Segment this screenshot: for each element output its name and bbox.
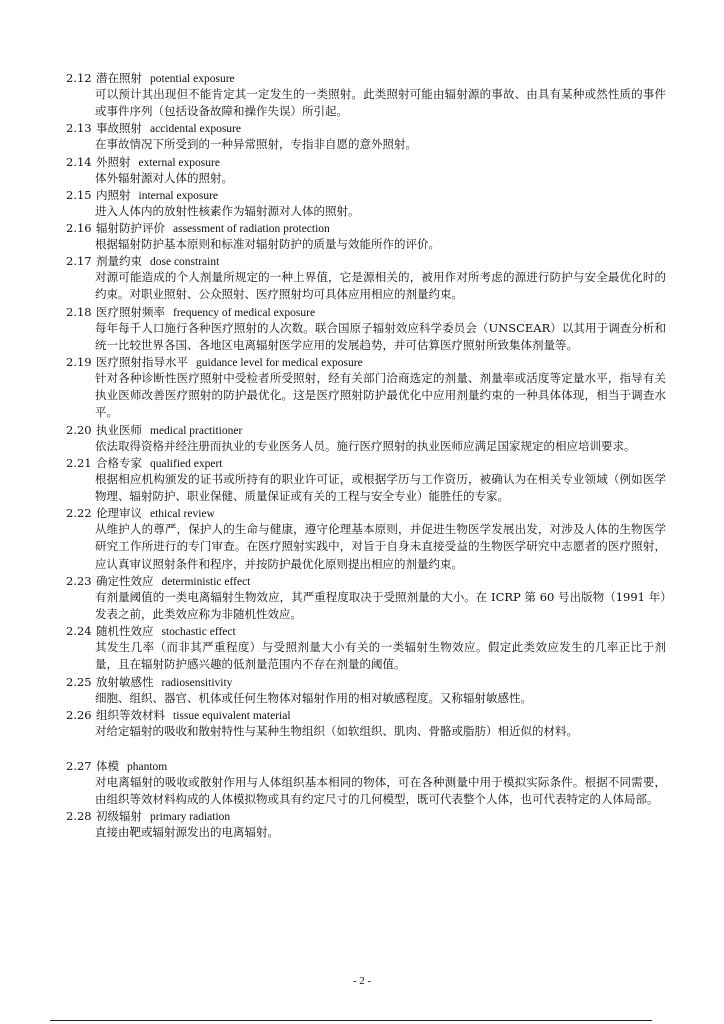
term-heading	[66, 154, 666, 170]
term-entry	[66, 455, 666, 505]
term-english: radiosensitivity	[161, 676, 233, 689]
term-heading	[66, 70, 666, 86]
term-entry	[66, 304, 666, 354]
page-number: - 2 -	[352, 975, 372, 987]
term-english: internal exposure	[138, 189, 219, 202]
term-heading	[66, 623, 666, 639]
term-english: deterministic effect	[161, 575, 251, 588]
term-chinese: 放射敏感性	[96, 674, 154, 689]
term-entry	[66, 70, 666, 120]
term-definition: 根据辐射防护基本原则和标准对辐射防护的质量与效能所作的评价。	[95, 237, 440, 252]
term-number: 2.21	[66, 455, 92, 470]
term-entry	[66, 220, 666, 253]
term-number: 2.24	[66, 624, 92, 639]
term-english: ethical review	[150, 508, 215, 521]
term-heading	[66, 808, 666, 824]
term-definition: 对电离辐射的吸收或散射作用与人体组织基本相同的物体，可在各种测量中用于模拟实际条件。根据不同需要，由组织等效材料构成的人体模拟物或具有约定尺寸的几何模型，既可代表整个人体，也可代表特定的人体局部。	[95, 775, 666, 807]
term-heading	[66, 707, 666, 723]
term-heading	[66, 253, 666, 269]
term-chinese: 随机性效应	[96, 624, 154, 639]
term-heading	[66, 304, 666, 320]
term-definition: 对给定辐射的吸收和散射特性与某种生物组织（如软组织、肌肉、骨骼或脂肪）相近似的材料。	[95, 723, 578, 738]
term-number: 2.22	[66, 506, 92, 521]
term-chinese: 伦理审议	[96, 506, 142, 521]
term-definition: 对源可能造成的个人剂量所规定的一种上界值，它是源相关的，被用作对所考虑的源进行防护与安全最优化时的约束。对职业照射、公众照射、医疗照射均可具体应用相应的剂量约束。	[95, 270, 666, 302]
term-entry	[66, 623, 666, 673]
term-chinese: 医疗照射频率	[96, 304, 165, 319]
term-number: 2.18	[66, 304, 92, 319]
term-heading	[66, 422, 666, 438]
term-definition: 有剂量阈值的一类电离辐射生物效应，其严重程度取决于受照剂量的大小。在 ICRP 第 60 号出版物（1991 年）发表之前，此类效应称为非随机性效应。	[95, 589, 666, 622]
term-list	[66, 70, 666, 842]
term-number: 2.14	[66, 154, 92, 169]
term-chinese: 体模	[96, 759, 119, 774]
term-definition: 针对各种诊断性医疗照射中受检者所受照射，经有关部门洽商选定的剂量、剂量率或活度等定量水平，指导有关执业医师改善医疗照射的防护最优化。这是医疗照射防护最优化中应用剂量约束的一种具体体现，相当于调查水平。	[95, 371, 666, 420]
term-english: dose constraint	[150, 256, 220, 269]
term-entry	[66, 422, 666, 455]
term-number: 2.19	[66, 355, 92, 370]
term-definition: 可以预计其出现但不能肯定其一定发生的一类照射。此类照射可能由辐射源的事故、由具有某种或然性质的事件或事件序列（包括设备故障和操作失误）所引起。	[95, 87, 666, 119]
term-entry	[66, 253, 666, 303]
term-number: 2.27	[66, 759, 92, 774]
term-chinese: 合格专家	[96, 455, 142, 470]
term-definition: 在事故情况下所受到的一种异常照射，专指非自愿的意外照射。	[95, 137, 417, 152]
term-heading	[66, 758, 666, 774]
term-definition: 每年每千人口施行各种医疗照射的人次数。联合国原子辐射效应科学委员会（UNSCEAR）以其用于调查分析和统一比较世界各国、各地区电离辐射医学应用的发展趋势，并可估算医疗照射所致集体剂量等。	[95, 320, 666, 352]
term-english: qualified expert	[150, 457, 223, 470]
term-chinese: 医疗照射指导水平	[96, 355, 188, 370]
term-number: 2.15	[66, 187, 92, 202]
term-chinese: 确定性效应	[96, 573, 154, 588]
term-entry	[66, 354, 666, 422]
term-english: guidance level for medical exposure	[196, 357, 363, 370]
term-chinese: 辐射防护评价	[96, 221, 165, 236]
term-heading	[66, 573, 666, 589]
term-entry	[66, 154, 666, 187]
term-number: 2.26	[66, 707, 92, 722]
term-english: stochastic effect	[161, 626, 236, 639]
term-chinese: 外照射	[96, 154, 131, 169]
term-definition: 进入人体内的放射性核素作为辐射源对人体的照射。	[95, 203, 360, 218]
term-number: 2.12	[66, 71, 92, 85]
term-english: assessment of radiation protection	[173, 223, 330, 236]
footer-rule	[50, 1020, 652, 1021]
term-chinese: 剂量约束	[96, 254, 142, 269]
term-definition: 其发生几率（而非其严重程度）与受照剂量大小有关的一类辐射生物效应。假定此类效应发生的几率正比于剂量，且在辐射防护感兴趣的低剂量范围内不存在剂量的阈值。	[95, 640, 666, 672]
term-chinese: 初级辐射	[96, 809, 142, 824]
term-heading	[66, 455, 666, 471]
term-number: 2.13	[66, 121, 92, 136]
term-entry	[66, 808, 666, 841]
section-gap	[66, 740, 666, 758]
term-english: accidental exposure	[150, 123, 241, 136]
term-entry	[66, 505, 666, 573]
term-english: medical practitioner	[150, 424, 243, 437]
term-number: 2.16	[66, 221, 92, 236]
term-entry	[66, 120, 666, 153]
term-entry	[66, 187, 666, 220]
term-entry	[66, 758, 666, 808]
term-chinese: 事故照射	[96, 121, 142, 136]
term-number: 2.17	[66, 254, 92, 269]
term-chinese: 内照射	[96, 187, 131, 202]
term-heading	[66, 220, 666, 236]
term-definition: 直接由靶或辐射源发出的电离辐射。	[95, 825, 279, 840]
term-chinese: 潜在照射	[96, 71, 142, 85]
term-number: 2.25	[66, 674, 92, 689]
term-english: frequency of medical exposure	[173, 306, 316, 319]
term-entry	[66, 674, 666, 707]
term-english: external exposure	[138, 156, 220, 169]
term-chinese: 执业医师	[96, 422, 142, 437]
term-chinese: 组织等效材料	[96, 707, 165, 722]
term-heading	[66, 187, 666, 203]
term-heading	[66, 120, 666, 136]
term-definition: 体外辐射源对人体的照射。	[95, 170, 233, 185]
term-english: primary radiation	[150, 811, 231, 824]
term-english: potential exposure	[150, 73, 235, 85]
term-definition: 细胞、组织、器官、机体或任何生物体对辐射作用的相对敏感程度。又称辐射敏感性。	[95, 690, 532, 705]
term-number: 2.23	[66, 573, 92, 588]
term-entry	[66, 573, 666, 623]
term-heading	[66, 674, 666, 690]
term-definition: 依法取得资格并经注册而执业的专业医务人员。施行医疗照射的执业医师应满足国家规定的相应培训要求。	[95, 438, 636, 453]
term-definition: 根据相应机构颁发的证书或所持有的职业许可证，或根据学历与工作资历，被确认为在相关专业领域（例如医学物理、辐射防护、职业保健、质量保证或有关的工程与安全专业）能胜任的专家。	[95, 471, 666, 504]
term-number: 2.28	[66, 809, 92, 824]
term-entry	[66, 707, 666, 740]
term-heading	[66, 505, 666, 521]
term-english: phantom	[127, 761, 168, 774]
term-english: tissue equivalent material	[173, 709, 291, 722]
term-definition: 从维护人的尊严，保护人的生命与健康，遵守伦理基本原则，并促进生物医学发展出发，对涉及人体的生物医学研究工作所进行的专门审查。在医疗照射实践中，对旨于自身未直接受益的生物医学研究中志愿者的医疗照射，应认真审议照射条件和程序，并按防护最优化原则提出相应的剂量约束。	[95, 522, 666, 571]
term-heading	[66, 354, 666, 370]
document-page	[66, 70, 666, 842]
term-number: 2.20	[66, 422, 92, 437]
